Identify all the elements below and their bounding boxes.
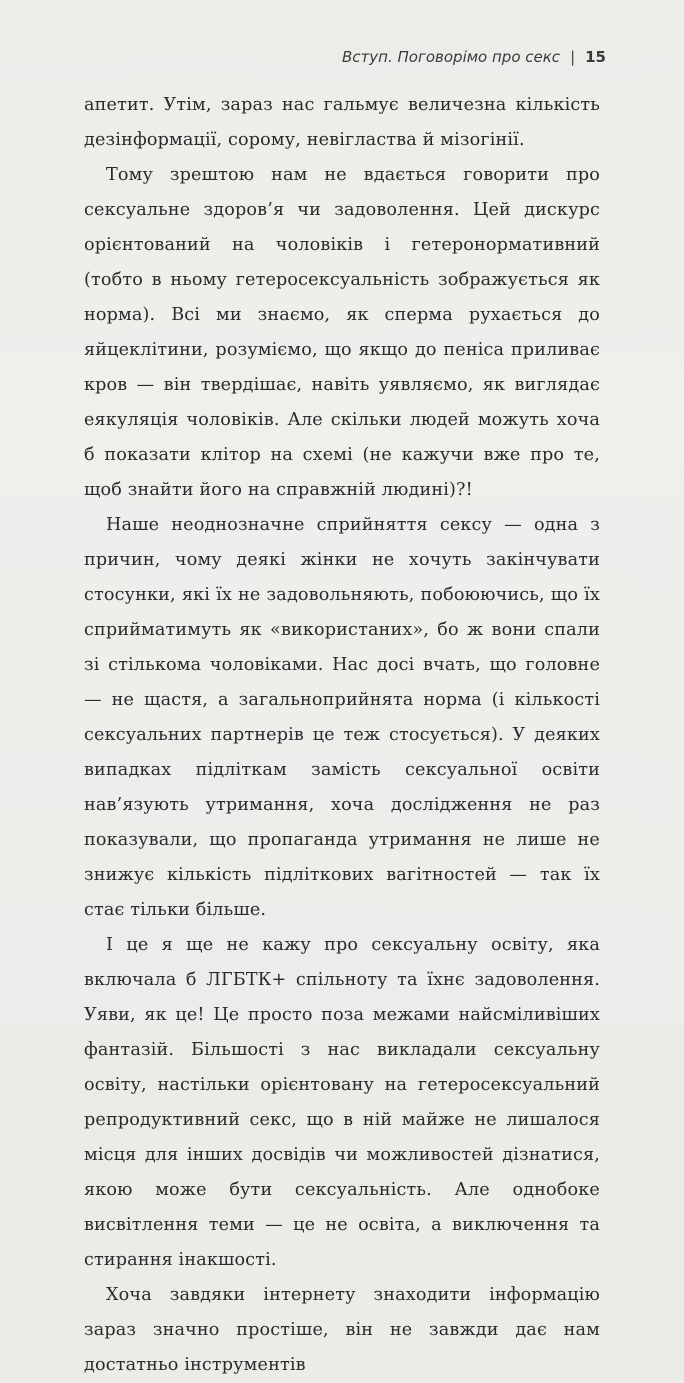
page-number: 15 [585, 48, 606, 66]
chapter-title: Вступ. Поговорімо про секс [342, 48, 561, 66]
paragraph-3: Наше неоднозначне сприйняття сексу — одна з причин, чому деякі жінки не хочуть закінчувати стосунки, які їх не задовольняють, побоюючись, що їх сприйматимуть як «використаних», бо ж вони спали зі стількома чоловіками. Нас досі вчать, що головне — не щастя, а загальноприйнята норма (і кількості сексуальних партнерів це теж стосується). У деяких випадках підліткам замість сексуальної освіти нав’язують утримання, хоча дослідження не раз показували, що пропаганда утримання не лише не знижує кількість підліткових вагітностей — так їх стає тільки більше. [84, 515, 600, 920]
paragraph-1: апетит. Утім, зараз нас гальмує величезна кількість дезінформації, сорому, невігластва й мізогінії. [84, 95, 600, 150]
paragraph-4: І це я ще не кажу про сексуальну освіту, яка включала б ЛГБТК+ спільноту та їхнє задоволення. Уяви, як це! Це просто поза межами найсміливіших фантазій. Більшості з нас викладали сексуальну освіту, настільки орієнтовану на гетеросексуальний репродуктивний секс, що в ній майже не лишалося місця для інших досвідів чи можливостей дізнатися, якою може бути сексуальність. Але однобоке висвітлення теми — це не освіта, а виключення та стирання інакшості. [84, 935, 600, 1270]
paragraph-2: Тому зрештою нам не вдається говорити про сексуальне здоров’я чи задоволення. Цей дискурс орієнтований на чоловіків і гетеронормативний (тобто в ньому гетеросексуальність зображується як норма). Всі ми знаємо, як сперма рухається до яйцеклітини, розуміємо, що якщо до пеніса приливає кров — він твердішає, навіть уявляємо, як виглядає еякуляція чоловіків. Але скільки людей можуть хоча б показати клітор на схемі (не кажучи вже про те, щоб знайти його на справжній людині)?! [84, 165, 600, 500]
body-text [84, 88, 600, 1383]
header-separator: | [570, 48, 576, 66]
paragraph-5: Хоча завдяки інтернету знаходити інформацію зараз значно простіше, він не завжди дає нам достатньо інструментів [84, 1285, 600, 1375]
running-header [342, 48, 606, 66]
